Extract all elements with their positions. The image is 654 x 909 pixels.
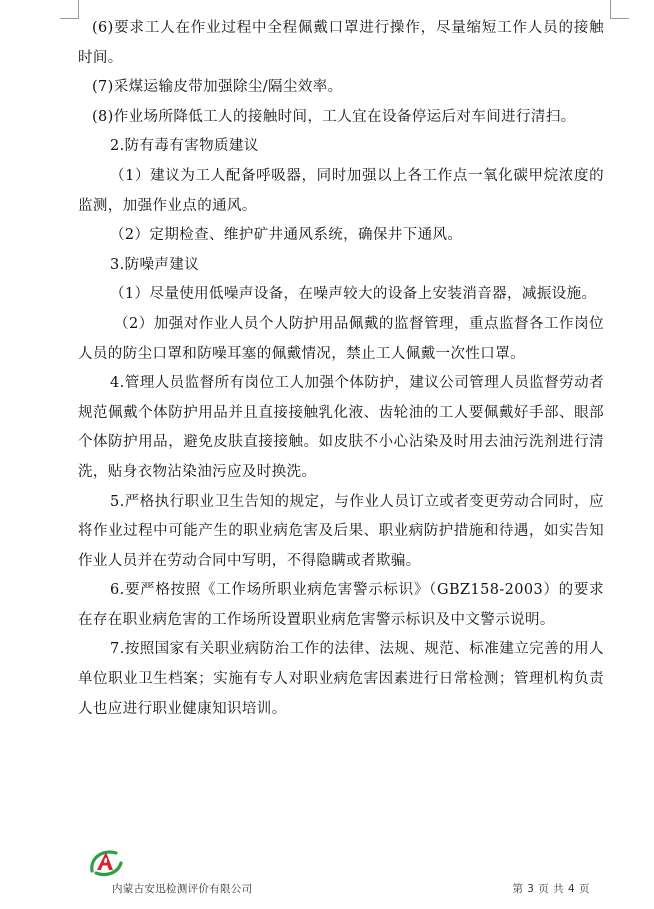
paragraph: 6.要严格按照《工作场所职业病危害警示标识》（GBZ158-2003）的要求在存在职业病危害的工作场所设置职业病危害警示标识及中文警示说明。 <box>78 582 604 628</box>
company-name: 内蒙古安迅检测评价有限公司 <box>112 883 253 895</box>
paragraph: (6)要求工人在作业过程中全程佩戴口罩进行操作，尽量缩短工作人员的接触时间。 <box>78 20 604 66</box>
paragraph: （1）尽量使用低噪声设备，在噪声较大的设备上安装消音器，减振设施。 <box>110 286 597 303</box>
paragraph: (7)采煤运输皮带加强除尘/隔尘效率。 <box>92 79 343 96</box>
section-heading: 2.防有毒有害物质建议 <box>110 138 259 155</box>
paragraph: 5.严格执行职业卫生告知的规定，与作业人员订立或者变更劳动合同时，应将作业过程中可能产生的职业病危害及后果、职业病防护措施和待遇，如实告知作业人员并在劳动合同中写明，不得隐瞒或者欺骗。 <box>78 493 604 569</box>
paragraph: (8)作业场所降低工人的接触时间，工人宜在设备停运后对车间进行清扫。 <box>92 108 576 125</box>
company-logo-icon <box>86 843 126 881</box>
paragraph: 7.按照国家有关职业病防治工作的法律、法规、规范、标准建立完善的用人单位职业卫生档案；实施有专人对职业病危害因素进行日常检测；管理机构负责人也应进行职业健康知识培训。 <box>78 641 604 717</box>
paragraph: 4.管理人员监督所有岗位工人加强个体防护，建议公司管理人员监督劳动者规范佩戴个体防护用品并且直接接触乳化液、齿轮油的工人要佩戴好手部、眼部个体防护用品，避免皮肤直接接触。如皮肤不小心沾染及时用去油污洗剂进行清洗，贴身衣物沾染油污应及时换洗。 <box>78 375 604 480</box>
page-number: 第 3 页 共 4 页 <box>512 883 590 895</box>
page-footer <box>78 843 604 899</box>
paragraph: （2）定期检查、维护矿井通风系统，确保井下通风。 <box>110 227 463 244</box>
document-body <box>78 14 604 724</box>
page-corner-mark-top-left <box>60 0 79 19</box>
section-heading: 3.防噪声建议 <box>110 256 200 273</box>
paragraph: （1）建议为工人配备呼吸器，同时加强以上各工作点一氧化碳甲烷浓度的监测，加强作业点的通风。 <box>78 167 604 214</box>
page-corner-mark-top-right <box>610 0 629 19</box>
paragraph: （2）加强对作业人员个人防护用品佩戴的监督管理，重点监督各工作岗位人员的防尘口罩和防噪耳塞的佩戴情况，禁止工人佩戴一次性口罩。 <box>78 315 604 362</box>
